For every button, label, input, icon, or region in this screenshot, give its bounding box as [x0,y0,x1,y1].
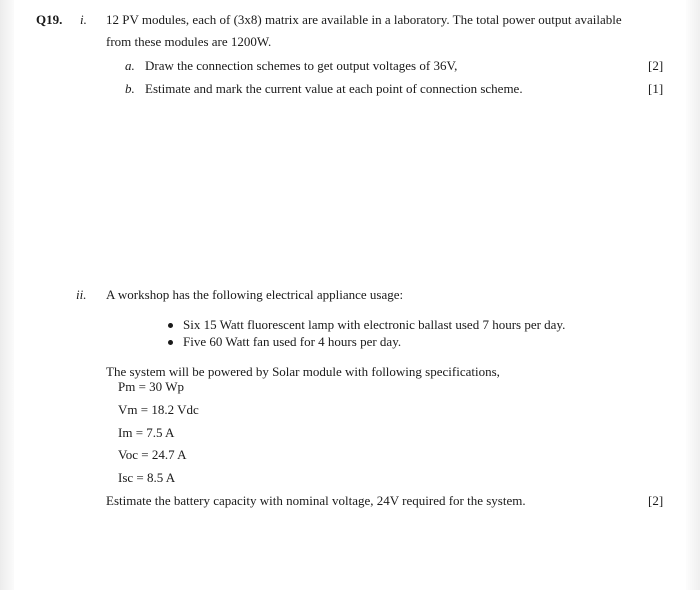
bullet-icon [168,323,173,328]
part-i-label: i. [80,12,87,27]
spec-vm: Vm = 18.2 Vdc [118,402,199,417]
sub-b-marks: [1] [648,81,664,96]
part-ii-intro: A workshop has the following electrical appliance usage: [106,287,404,302]
part-ii-label: ii. [76,287,87,302]
bullet-text: Six 15 Watt fluorescent lamp with electronic ballast used 7 hours per day. [183,317,566,332]
bullet-item [168,317,565,333]
final-marks: [2] [648,493,664,508]
bullet-text: Five 60 Watt fan used for 4 hours per day. [183,334,402,349]
spec-pm: Pm = 30 Wp [118,379,184,394]
bullet-item [168,334,401,350]
page-left-shadow [0,0,14,590]
spec-voc: Voc = 24.7 A [118,447,187,462]
sub-a-label: a. [125,58,135,73]
sub-b-text: Estimate and mark the current value at each point of connection scheme. [145,81,523,96]
bullet-icon [168,340,173,345]
part-i-line2: from these modules are 1200W. [106,34,272,49]
sub-a-marks: [2] [648,58,664,73]
final-question: Estimate the battery capacity with nominal voltage, 24V required for the system. [106,493,526,508]
sub-b-label: b. [125,81,135,96]
part-i-line1: 12 PV modules, each of (3x8) matrix are available in a laboratory. The total power output available [106,12,622,27]
sub-a-text: Draw the connection schemes to get output voltages of 36V, [145,58,458,73]
spec-isc: Isc = 8.5 A [118,470,176,485]
spec-im: Im = 7.5 A [118,425,175,440]
question-number: Q19. [36,12,63,27]
page-right-shadow [686,0,700,590]
spec-intro: The system will be powered by Solar module with following specifications, [106,364,500,379]
